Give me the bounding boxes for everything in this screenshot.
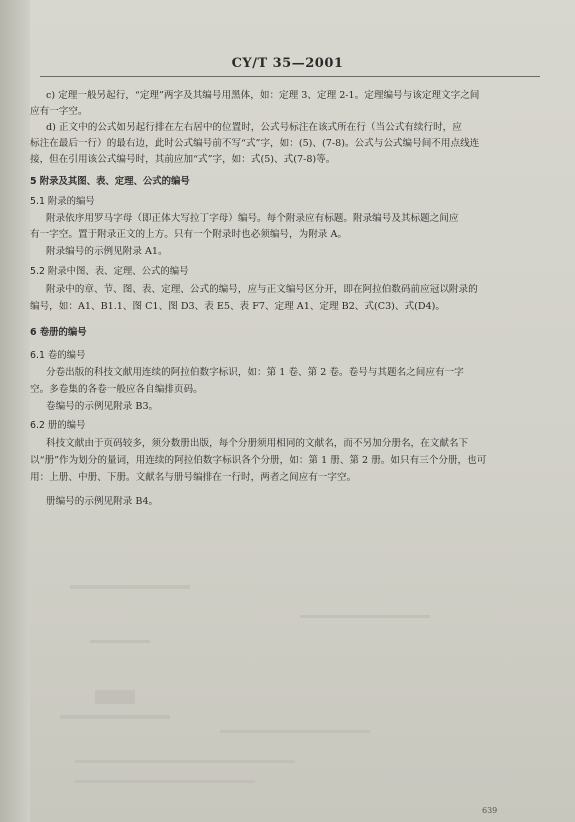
clause-d-line-3: 接，但在引用该公式编号时，其前应加“式”字，如：式(5)、式(7-8)等。 (30, 154, 336, 165)
section-6-2-line-4: 册编号的示例见附录 B4。 (46, 496, 159, 507)
page-number: 639 (482, 806, 498, 815)
bleed-through-mark (220, 730, 370, 733)
section-6-2-line-1: 科技文献由于页码较多，须分数册出版，每个分册须用相同的文献名，而不另加分册名，在文献名下 (46, 438, 469, 449)
page-binding-shadow (0, 0, 30, 822)
section-6-2-line-2: 以“册”作为划分的量词，用连续的阿拉伯数字标识各个分册，如：第 1 册、第 2 册。如只有三个分册，也可 (30, 455, 487, 466)
clause-d-line-2: 标注在最后一行）的最右边，此时公式编号前不写“式”字，如：(5)、(7-8)。公式与公式编号间不用点线连 (30, 138, 480, 149)
bleed-through-mark (75, 760, 295, 763)
clause-d-line-1: d) 正文中的公式如另起行排在左右居中的位置时，公式号标注在该式所在行（当公式有续行时，应 (46, 122, 462, 133)
section-6-1-line-1: 分卷出版的科技文献用连续的阿拉伯数字标识，如：第 1 卷、第 2 卷。卷号与其题名之间应有一字 (46, 367, 464, 378)
header-rule (40, 76, 540, 77)
bleed-through-mark (300, 615, 430, 618)
standard-code-header: CY/T 35—2001 (231, 56, 344, 71)
section-5-2-line-1: 附录中的章、节、图、表、定理、公式的编号，应与正文编号区分开，即在阿拉伯数码前应冠以附录的 (46, 284, 478, 295)
bleed-through-mark (75, 780, 255, 783)
bleed-through-mark (95, 690, 135, 704)
section-6-1-line-2: 空。多卷集的各卷一般应各自编排页码。 (30, 384, 203, 395)
clause-c-line-2: 应有一字空。 (30, 106, 88, 117)
section-6-1-heading: 6.1 卷的编号 (30, 350, 86, 361)
section-5-2-line-2: 编号，如：A1、B1.1、图 C1、图 D3、表 E5、表 F7、定理 A1、定理 B2、式(C3)、式(D4)。 (30, 301, 445, 312)
section-6-1-line-3: 卷编号的示例见附录 B3。 (46, 401, 159, 412)
section-5-1-heading: 5.1 附录的编号 (30, 196, 95, 207)
section-5-1-line-1: 附录依序用罗马字母（即正体大写拉丁字母）编号。每个附录应有标题。附录编号及其标题之间应 (46, 213, 459, 224)
section-6-2-line-3: 用：上册、中册、下册。文献名与册号编排在一行时，两者之间应有一字空。 (30, 472, 357, 483)
section-5-1-line-3: 附录编号的示例见附录 A1。 (46, 246, 168, 257)
bleed-through-mark (70, 585, 190, 589)
section-5-heading: 5 附录及其图、表、定理、公式的编号 (30, 176, 190, 187)
section-5-1-line-2: 有一字空。置于附录正文的上方。只有一个附录时也必须编号，为附录 A。 (30, 229, 347, 240)
clause-c-line-1: c) 定理一般另起行，“定理”两字及其编号用黑体，如：定理 3、定理 2-1。定理编号与该定理文字之间 (46, 90, 480, 101)
section-6-2-heading: 6.2 册的编号 (30, 420, 86, 431)
bleed-through-mark (90, 640, 150, 643)
section-5-2-heading: 5.2 附录中图、表、定理、公式的编号 (30, 266, 189, 277)
section-6-heading: 6 卷册的编号 (30, 327, 87, 338)
bleed-through-mark (60, 715, 170, 719)
